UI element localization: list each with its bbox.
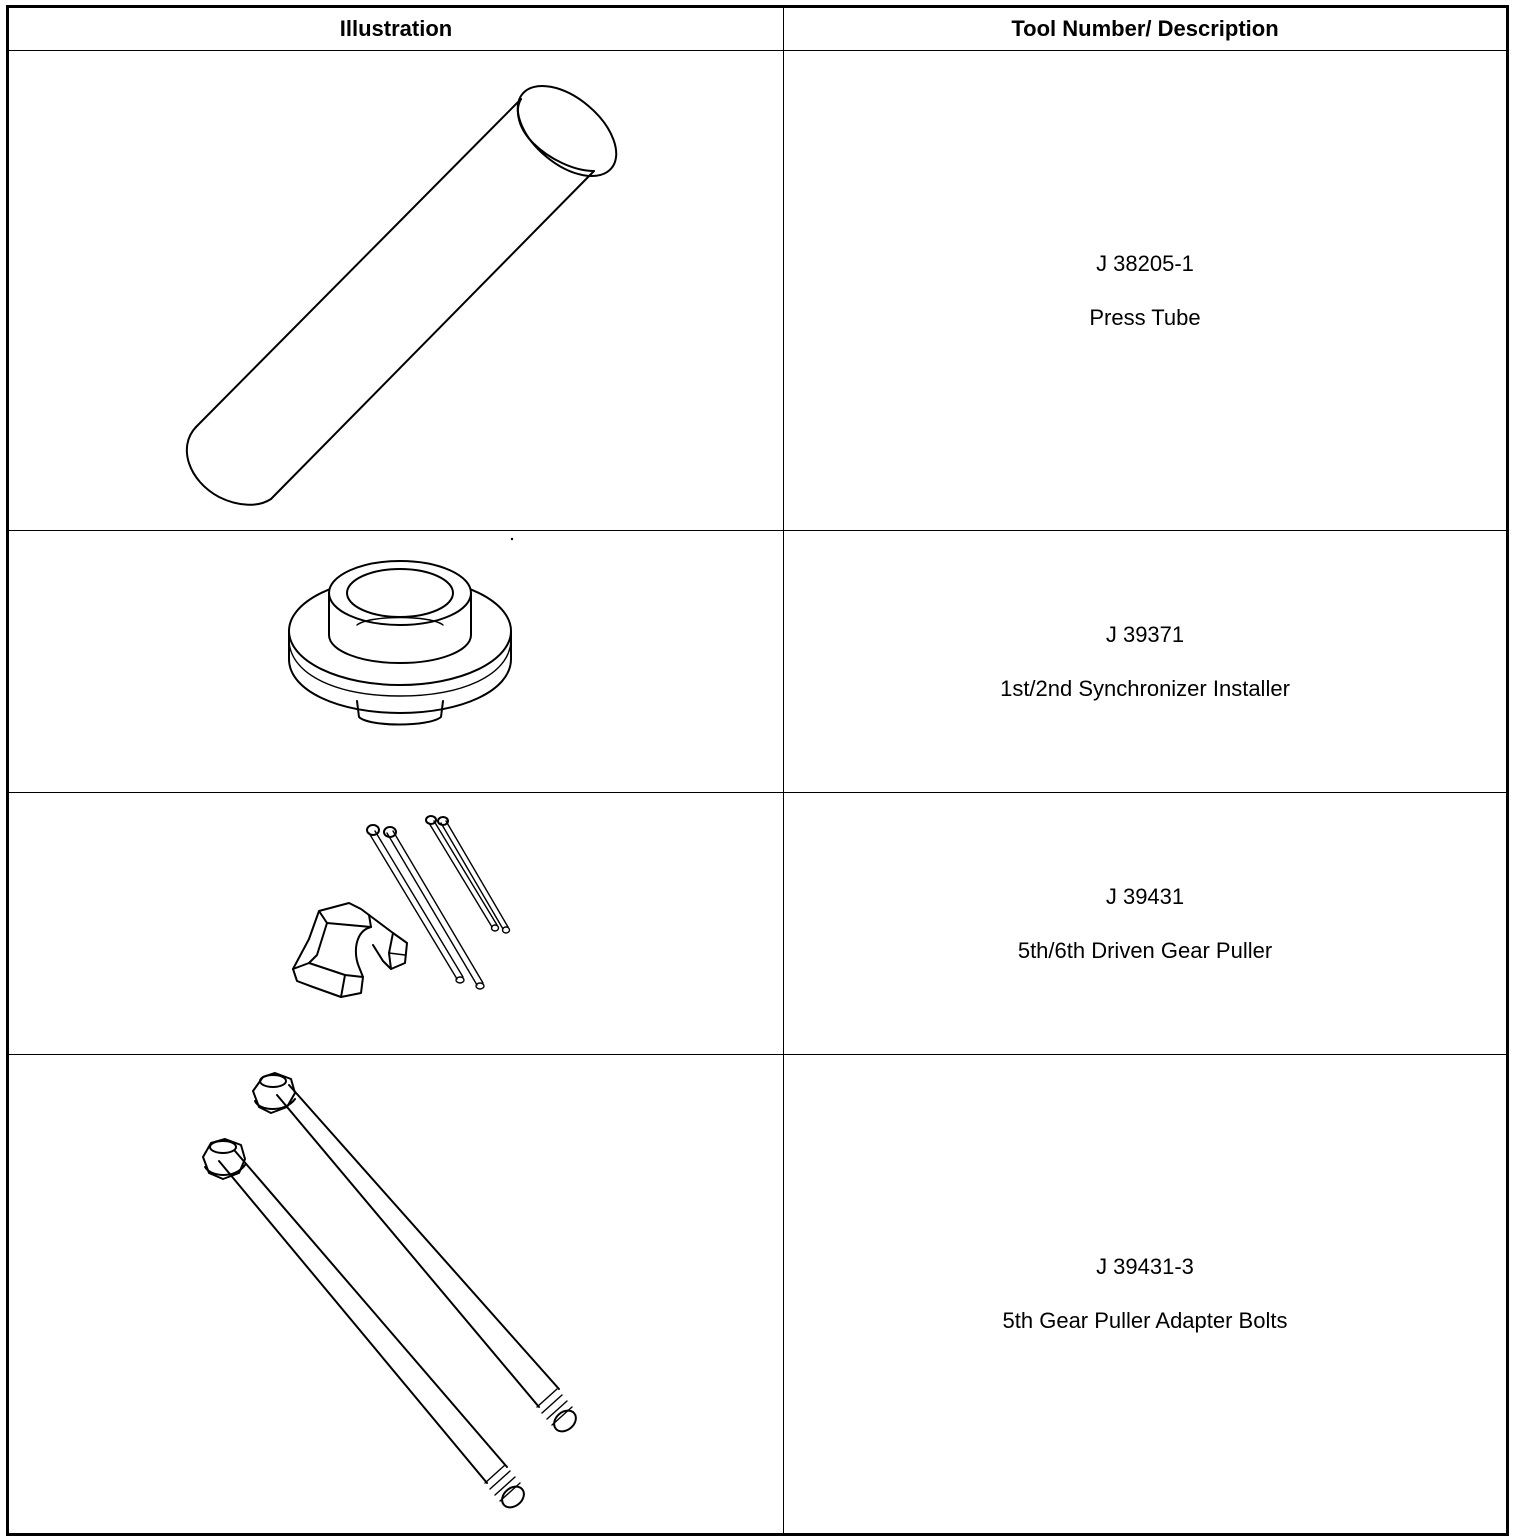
table-row	[8, 531, 1508, 793]
tool-cell	[784, 1055, 1508, 1535]
table-row	[8, 1055, 1508, 1535]
tool-number: J 38205-1	[1096, 250, 1194, 276]
tool-description: 5th/6th Driven Gear Puller	[1017, 937, 1273, 963]
tool-header: Tool Number/ Description	[784, 7, 1508, 51]
illustration-cell	[8, 793, 784, 1055]
tool-description: Press Tube	[1089, 304, 1201, 330]
illustration-cell	[8, 531, 784, 793]
illustration-header: Illustration	[8, 7, 784, 51]
tool-number: J 39371	[1105, 621, 1185, 647]
tool-cell	[784, 531, 1508, 793]
tool-description: 1st/2nd Synchronizer Installer	[1000, 675, 1290, 701]
table-row	[8, 793, 1508, 1055]
tools-table	[6, 5, 1509, 1536]
illustration-cell	[8, 1055, 784, 1535]
gear-puller-icon	[9, 793, 785, 1054]
table-row	[8, 51, 1508, 531]
illustration-cell	[8, 51, 784, 531]
tool-description: 5th Gear Puller Adapter Bolts	[1002, 1308, 1288, 1333]
header-row	[8, 7, 1508, 51]
tool-cell	[784, 793, 1508, 1055]
press-tube-icon	[9, 51, 785, 530]
synchronizer-installer-icon	[9, 531, 785, 792]
tool-cell	[784, 51, 1508, 531]
adapter-bolts-icon	[9, 1055, 785, 1533]
tool-number: J 39431	[1105, 883, 1185, 909]
tool-number: J 39431-3	[1096, 1254, 1194, 1279]
